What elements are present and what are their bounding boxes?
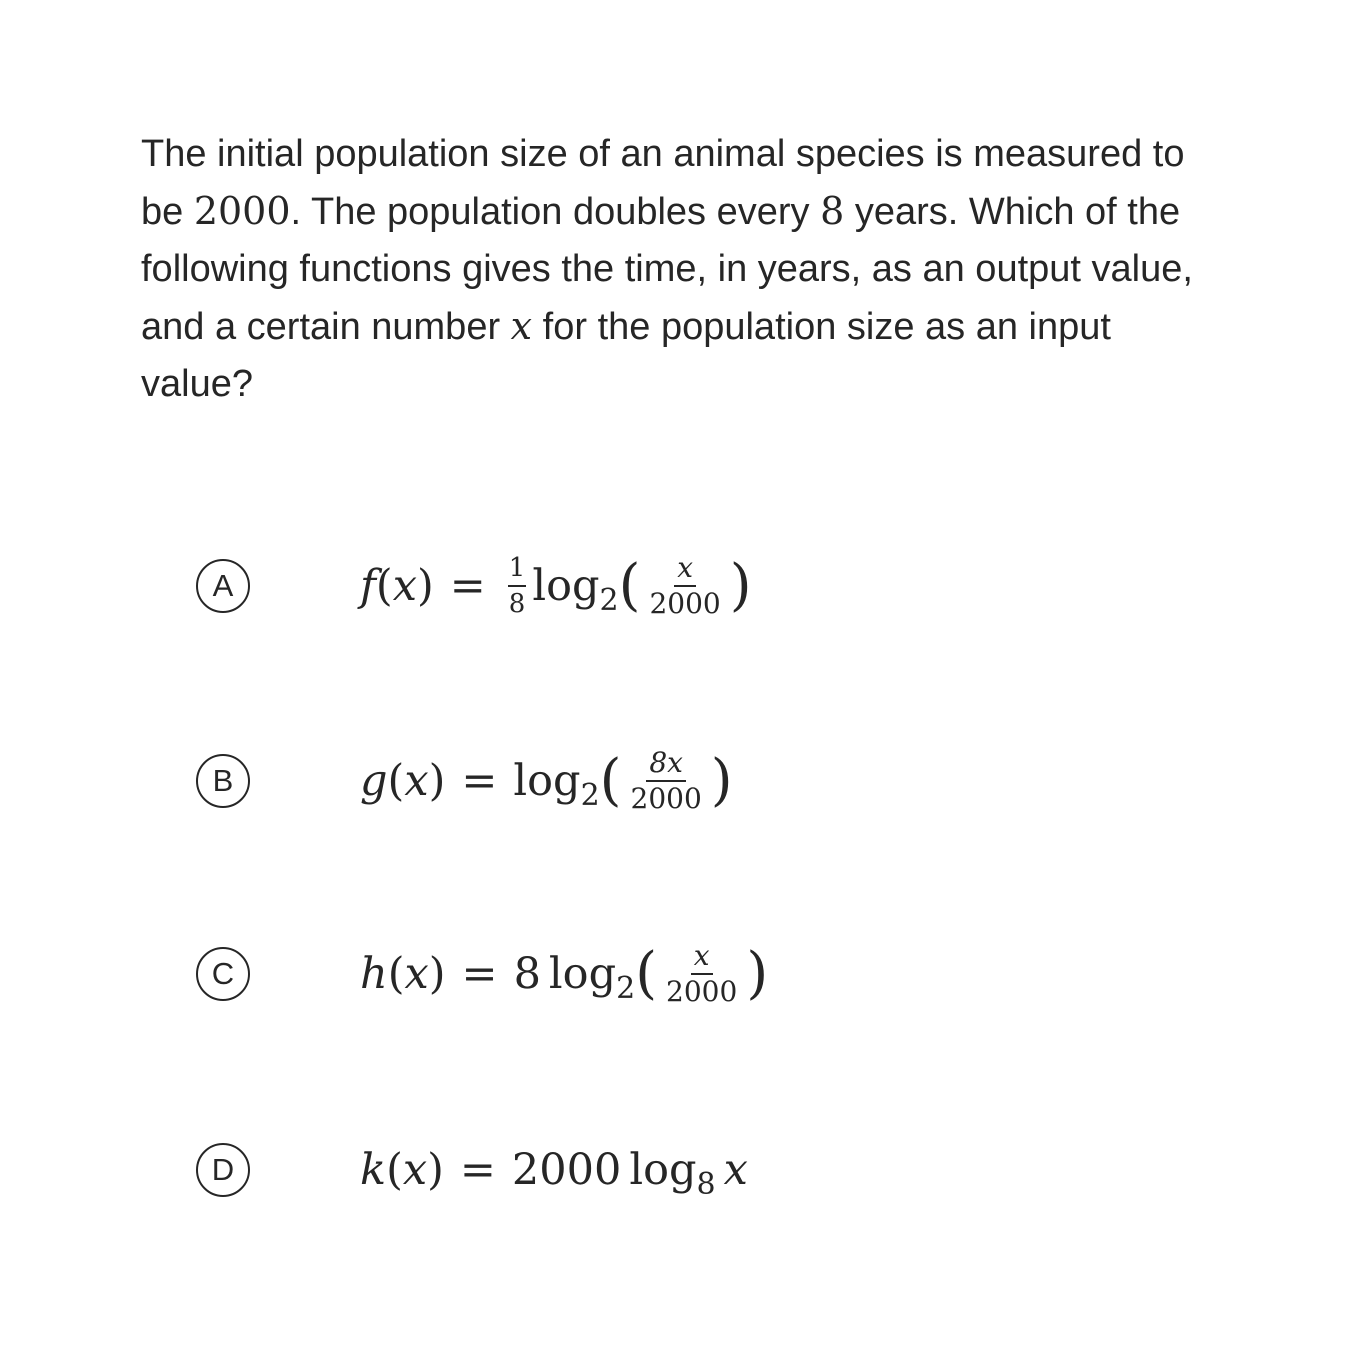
doubling-period-value: 8 xyxy=(820,189,845,233)
argument-fraction xyxy=(663,941,740,1007)
choice-d-formula: k ( x ) = 2000 log 8 x xyxy=(360,1145,748,1202)
log-function: log xyxy=(548,949,617,999)
question-text xyxy=(141,126,1221,413)
choice-d[interactable] xyxy=(196,1130,1096,1210)
choice-c-bubble[interactable]: C xyxy=(196,947,250,1001)
coefficient-denominator: 8 xyxy=(508,589,526,619)
argument-denominator: 2000 xyxy=(649,587,721,620)
argument-fraction xyxy=(628,748,705,814)
log-base: 2 xyxy=(580,777,600,813)
log-argument: x xyxy=(723,1145,748,1195)
argument-numerator: x xyxy=(674,553,696,587)
argument-denominator: 2000 xyxy=(630,782,702,815)
log-base: 2 xyxy=(616,970,636,1006)
coefficient-numerator: 1 xyxy=(508,553,527,587)
initial-population-value: 2000 xyxy=(193,189,291,233)
equals-sign: = xyxy=(459,1145,496,1195)
question-part-3: years. Which of the following functions gives the time, in years, as an output value, and a certain number xyxy=(141,191,1193,348)
argument-fraction xyxy=(646,553,723,619)
argument-denominator: 2000 xyxy=(666,975,738,1008)
equals-sign: = xyxy=(461,949,498,999)
log-base: 8 xyxy=(696,1166,716,1202)
coefficient-fraction xyxy=(508,553,527,619)
function-variable: x xyxy=(404,949,429,999)
equals-sign: = xyxy=(461,756,498,806)
choice-b[interactable] xyxy=(196,741,1096,821)
choice-d-bubble[interactable]: D xyxy=(196,1143,250,1197)
coefficient: 2000 xyxy=(511,1145,622,1195)
argument-numerator: 8x xyxy=(646,748,686,782)
coefficient: 8 xyxy=(513,949,541,999)
choice-b-bubble[interactable]: B xyxy=(196,754,250,808)
function-variable: x xyxy=(404,756,429,806)
choice-a-bubble[interactable]: A xyxy=(196,559,250,613)
question-part-1: The initial population size of an animal species is measured to be xyxy=(141,133,1185,233)
log-function: log xyxy=(629,1145,697,1195)
log-function: log xyxy=(513,756,581,806)
argument-numerator: x xyxy=(691,941,713,975)
function-name: h xyxy=(360,949,388,999)
question-part-2: . The population doubles every xyxy=(290,191,821,233)
choice-b-formula: g ( x ) = log 2 ( $\frac{8x}{2000}$ ) xyxy=(360,746,733,815)
equals-sign: = xyxy=(449,561,486,611)
choice-c-formula: h ( x ) = 8 log 2 ( $\frac{x}{2000}$ ) xyxy=(360,939,769,1008)
function-variable: x xyxy=(392,561,417,611)
log-function: log xyxy=(532,561,600,611)
log-base: 2 xyxy=(599,582,619,618)
question-variable: x xyxy=(510,304,533,348)
function-variable: x xyxy=(402,1145,428,1195)
choice-c[interactable] xyxy=(196,934,1096,1014)
function-name: k xyxy=(360,1145,387,1195)
choice-a-formula: f ( x ) = $\frac{1}{8}$ log 2 ( $\frac{x}{2000}$ ) xyxy=(360,551,752,620)
function-name: g xyxy=(360,756,388,806)
question-part-4: for the population size as an input value? xyxy=(141,306,1111,405)
choice-a[interactable] xyxy=(196,546,1096,626)
function-name: f xyxy=(360,561,376,611)
